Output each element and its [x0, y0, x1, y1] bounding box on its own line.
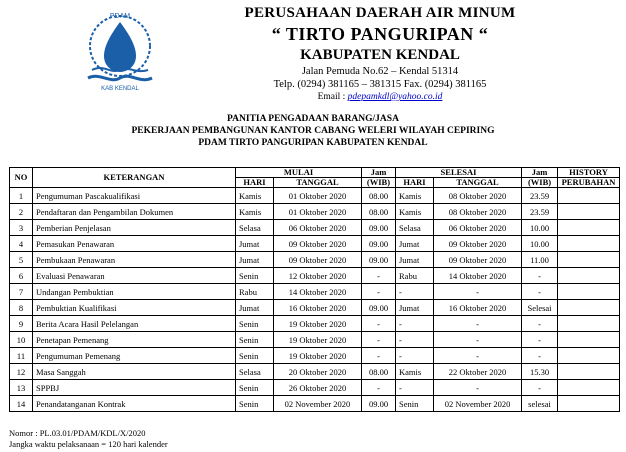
cell-hari: Rabu [236, 284, 274, 300]
cell-tanggal-2: - [434, 380, 522, 396]
cell-tanggal: 09 Oktober 2020 [274, 236, 362, 252]
cell-history [558, 300, 620, 316]
cell-hari-2: Jumat [396, 300, 434, 316]
cell-jam-2: selesai [522, 396, 558, 412]
header-tanggal: TANGGAL [274, 178, 362, 188]
table-row [10, 284, 620, 300]
cell-jam-2: - [522, 316, 558, 332]
table-row [10, 380, 620, 396]
cell-tanggal: 19 Oktober 2020 [274, 348, 362, 364]
cell-tanggal: 01 Oktober 2020 [274, 204, 362, 220]
cell-hari: Senin [236, 332, 274, 348]
cell-jam-2: - [522, 332, 558, 348]
project-title: PEKERJAAN PEMBANGUNAN KANTOR CABANG WELERI WILAYAH CEPIRING [131, 126, 495, 136]
cell-history [558, 364, 620, 380]
cell-hari: Kamis [236, 204, 274, 220]
cell-tanggal-2: 22 Oktober 2020 [434, 364, 522, 380]
footer-nomor: Nomor : PL.03.01/PDAM/KDL/X/2020 [9, 428, 146, 438]
cell-jam: 09.00 [362, 236, 396, 252]
cell-no: 6 [10, 268, 33, 284]
cell-jam-2: Selesai [522, 300, 558, 316]
schedule-table [9, 167, 620, 412]
cell-history [558, 284, 620, 300]
logo-drop [104, 22, 136, 72]
logo-text-top: PDAM [109, 13, 131, 20]
cell-keterangan: Berita Acara Hasil Pelelangan [33, 316, 236, 332]
cell-hari: Jumat [236, 252, 274, 268]
cell-keterangan: SPPBJ [33, 380, 236, 396]
cell-history [558, 380, 620, 396]
cell-jam-2: 10.00 [522, 236, 558, 252]
header-keterangan: KETERANGAN [33, 168, 236, 188]
cell-jam-2: - [522, 380, 558, 396]
cell-hari-2: Rabu [396, 268, 434, 284]
cell-history [558, 188, 620, 204]
cell-history [558, 220, 620, 236]
cell-tanggal-2: 02 November 2020 [434, 396, 522, 412]
cell-hari: Jumat [236, 300, 274, 316]
cell-jam: - [362, 316, 396, 332]
cell-hari: Selasa [236, 220, 274, 236]
cell-tanggal: 20 Oktober 2020 [274, 364, 362, 380]
table-row [10, 364, 620, 380]
logo-wave [88, 76, 152, 79]
cell-hari-2: - [396, 316, 434, 332]
cell-no: 2 [10, 204, 33, 220]
header-history: HISTORY [558, 168, 620, 178]
header-tanggal-2: TANGGAL [434, 178, 522, 188]
cell-hari-2: Kamis [396, 188, 434, 204]
header-jam-2: Jam [522, 168, 558, 178]
phone-line: Telp. (0294) 381165 – 381315 Fax. (0294) 381165 [273, 79, 487, 90]
cell-history [558, 236, 620, 252]
cell-tanggal-2: - [434, 284, 522, 300]
cell-tanggal-2: - [434, 316, 522, 332]
cell-tanggal-2: 14 Oktober 2020 [434, 268, 522, 284]
cell-keterangan: Pengumuman Pascakualifikasi [33, 188, 236, 204]
cell-tanggal-2: 09 Oktober 2020 [434, 252, 522, 268]
cell-no: 14 [10, 396, 33, 412]
table-row [10, 332, 620, 348]
cell-hari: Senin [236, 316, 274, 332]
cell-history [558, 252, 620, 268]
email-line [190, 91, 570, 103]
cell-jam: - [362, 268, 396, 284]
header-no: NO [10, 168, 33, 188]
header-hari-2: HARI [396, 178, 434, 188]
cell-hari: Senin [236, 348, 274, 364]
cell-tanggal: 06 Oktober 2020 [274, 220, 362, 236]
pdam-logo [70, 8, 170, 93]
header-hari: HARI [236, 178, 274, 188]
cell-jam-2: 23.59 [522, 188, 558, 204]
table-row [10, 300, 620, 316]
cell-jam-2: 10.00 [522, 220, 558, 236]
cell-tanggal-2: 06 Oktober 2020 [434, 220, 522, 236]
cell-hari-2: - [396, 348, 434, 364]
cell-keterangan: Pemberian Penjelasan [33, 220, 236, 236]
table-row [10, 268, 620, 284]
cell-no: 1 [10, 188, 33, 204]
cell-tanggal-2: 16 Oktober 2020 [434, 300, 522, 316]
cell-keterangan: Penetapan Pemenang [33, 332, 236, 348]
cell-hari: Selasa [236, 364, 274, 380]
cell-hari-2: - [396, 332, 434, 348]
cell-jam-2: - [522, 348, 558, 364]
cell-tanggal: 01 Oktober 2020 [274, 188, 362, 204]
table-row [10, 316, 620, 332]
cell-no: 9 [10, 316, 33, 332]
cell-keterangan: Pengumuman Pemenang [33, 348, 236, 364]
cell-hari-2: Kamis [396, 204, 434, 220]
table-row [10, 252, 620, 268]
footer-jangka: Jangka waktu pelaksanaan = 120 hari kalender [9, 439, 168, 449]
cell-tanggal: 02 November 2020 [274, 396, 362, 412]
cell-keterangan: Masa Sanggah [33, 364, 236, 380]
address-line: Jalan Pemuda No.62 – Kendal 51314 [301, 66, 459, 77]
region-line: KABUPATEN KENDAL [300, 47, 460, 63]
schedule-rows [10, 188, 620, 412]
header-mulai: MULAI [236, 168, 362, 178]
cell-tanggal-2: - [434, 332, 522, 348]
cell-jam: 09.00 [362, 220, 396, 236]
header-history-sub: PERUBAHAN [558, 178, 620, 188]
header-jam: Jam [362, 168, 396, 178]
cell-history [558, 204, 620, 220]
cell-no: 11 [10, 348, 33, 364]
header-jam-wib: (WIB) [362, 178, 396, 188]
cell-tanggal-2: 08 Oktober 2020 [434, 204, 522, 220]
cell-hari-2: Selasa [396, 220, 434, 236]
letterhead [190, 4, 570, 103]
cell-jam-2: 23.59 [522, 204, 558, 220]
cell-tanggal: 19 Oktober 2020 [274, 316, 362, 332]
cell-hari: Senin [236, 396, 274, 412]
cell-tanggal: 14 Oktober 2020 [274, 284, 362, 300]
cell-jam: 09.00 [362, 396, 396, 412]
cell-keterangan: Pendaftaran dan Pengambilan Dokumen [33, 204, 236, 220]
cell-jam: - [362, 348, 396, 364]
cell-history [558, 316, 620, 332]
cell-hari-2: Kamis [396, 364, 434, 380]
cell-jam-2: 15.30 [522, 364, 558, 380]
cell-tanggal-2: 09 Oktober 2020 [434, 236, 522, 252]
cell-no: 12 [10, 364, 33, 380]
cell-hari: Senin [236, 380, 274, 396]
email-link[interactable]: pdepamkdl@yahoo.co.id [347, 92, 443, 102]
cell-hari: Jumat [236, 236, 274, 252]
cell-jam: - [362, 332, 396, 348]
cell-hari-2: Jumat [396, 252, 434, 268]
cell-tanggal: 26 Oktober 2020 [274, 380, 362, 396]
cell-history [558, 268, 620, 284]
cell-tanggal: 16 Oktober 2020 [274, 300, 362, 316]
cell-jam: - [362, 284, 396, 300]
cell-no: 8 [10, 300, 33, 316]
company-name: “ TIRTO PANGURIPAN “ [271, 24, 489, 44]
cell-jam-2: 11.00 [522, 252, 558, 268]
cell-tanggal: 09 Oktober 2020 [274, 252, 362, 268]
email-label: Email : [317, 92, 346, 102]
cell-keterangan: Pembuktian Kualifikasi [33, 300, 236, 316]
cell-jam: 09.00 [362, 300, 396, 316]
cell-jam-2: - [522, 268, 558, 284]
cell-tanggal: 19 Oktober 2020 [274, 332, 362, 348]
cell-hari-2: - [396, 284, 434, 300]
table-row [10, 396, 620, 412]
cell-hari: Senin [236, 268, 274, 284]
cell-keterangan: Evaluasi Penawaran [33, 268, 236, 284]
cell-history [558, 348, 620, 364]
cell-no: 7 [10, 284, 33, 300]
cell-no: 10 [10, 332, 33, 348]
cell-no: 3 [10, 220, 33, 236]
owner-title: PDAM TIRTO PANGURIPAN KABUPATEN KENDAL [198, 138, 428, 148]
cell-tanggal-2: 08 Oktober 2020 [434, 188, 522, 204]
cell-hari-2: Jumat [396, 236, 434, 252]
cell-keterangan: Pembukaan Penawaran [33, 252, 236, 268]
company-line: PERUSAHAAN DAERAH AIR MINUM [244, 5, 516, 21]
cell-jam: - [362, 380, 396, 396]
cell-jam: 09.00 [362, 252, 396, 268]
table-row [10, 188, 620, 204]
cell-no: 5 [10, 252, 33, 268]
cell-jam: 08.00 [362, 364, 396, 380]
header-jam-wib-2: (WIB) [522, 178, 558, 188]
table-row [10, 236, 620, 252]
table-row [10, 220, 620, 236]
logo-text-bottom: KAB KENDAL [101, 86, 139, 92]
cell-history [558, 396, 620, 412]
cell-no: 13 [10, 380, 33, 396]
table-row [10, 348, 620, 364]
header-selesai: SELESAI [396, 168, 522, 178]
table-row [10, 204, 620, 220]
committee-title: PANITIA PENGADAAN BARANG/JASA [227, 114, 399, 124]
cell-tanggal-2: - [434, 348, 522, 364]
cell-keterangan: Penandatanganan Kontrak [33, 396, 236, 412]
cell-jam: 08.00 [362, 188, 396, 204]
cell-keterangan: Undangan Pembuktian [33, 284, 236, 300]
cell-history [558, 332, 620, 348]
cell-jam: 08.00 [362, 204, 396, 220]
cell-keterangan: Pemasukan Penawaran [33, 236, 236, 252]
cell-hari-2: Senin [396, 396, 434, 412]
cell-hari-2: - [396, 380, 434, 396]
cell-no: 4 [10, 236, 33, 252]
cell-tanggal: 12 Oktober 2020 [274, 268, 362, 284]
cell-jam-2: - [522, 284, 558, 300]
cell-hari: Kamis [236, 188, 274, 204]
